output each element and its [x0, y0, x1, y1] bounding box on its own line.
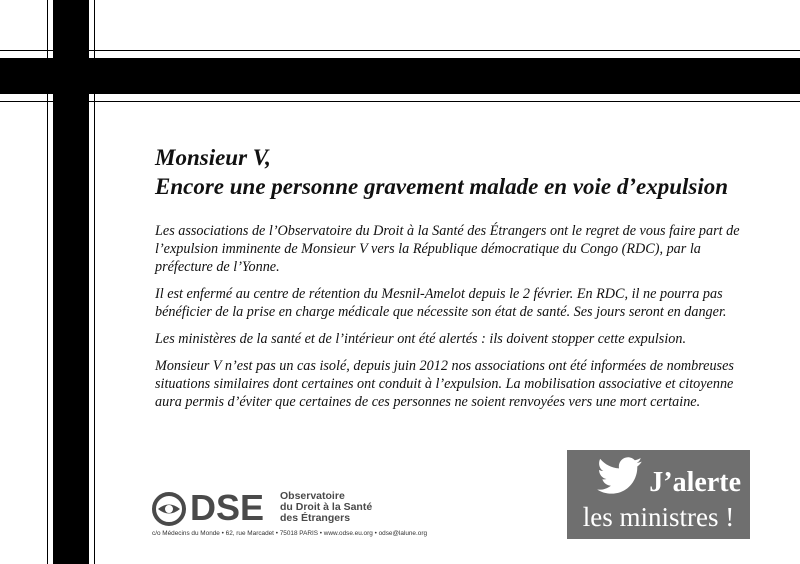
odse-logo: [152, 487, 442, 542]
title-line-2: Encore une personne gravement malade en voie d’expulsion: [155, 174, 729, 199]
paragraph: Les ministères de la santé et de l’intérieur ont été alertés : ils doivent stopper cette expulsion.: [155, 331, 686, 347]
frame-line-right: [94, 0, 95, 564]
paragraph: Il est enfermé au centre de rétention du Mesnil-Amelot depuis le 2 février. En RDC, il ne pourra pas bénéficier de la prise en charge médicale que nécessite son état de santé. Ses jours seront en danger.: [155, 286, 727, 320]
frame-line-top: [0, 50, 800, 51]
twitter-bird-icon: [597, 457, 643, 495]
paragraph: Monsieur V n’est pas un cas isolé, depuis juin 2012 nos associations ont été informées de nombreuses situations similaires dont certaines ont conduit à l’expulsion. La mobilisation associative et citoyenne aura permis d’éviter que certaines de ces personnes ne soient renvoyées vers une mort certaine.: [155, 358, 734, 410]
frame-line-left: [47, 0, 48, 564]
alert-line-2: les ministres !: [582, 502, 735, 532]
notice-title: [155, 143, 775, 201]
alert-line-1: J’alerte: [649, 467, 741, 498]
logo-letters: DSE: [190, 487, 265, 528]
frame-line-bottom: [0, 101, 800, 102]
eye-o-icon: [152, 492, 186, 526]
notice-body: [155, 222, 753, 420]
mourning-band-horizontal: [0, 58, 800, 94]
logo-name-line-3: des Étrangers: [280, 512, 351, 524]
logo-address: c/o Médecins du Monde • 62, rue Marcadet • 75018 PARIS • www.odse.eu.org • odse@lalune.org: [152, 530, 427, 537]
title-line-1: Monsieur V,: [155, 145, 271, 170]
logo-name-line-2: du Droit à la Santé: [280, 501, 373, 513]
mourning-band-vertical: [53, 0, 89, 564]
logo-org-name: [280, 491, 430, 524]
alert-ministers-button[interactable]: [567, 450, 750, 539]
logo-name-line-1: Observatoire: [280, 490, 345, 502]
paragraph: Les associations de l’Observatoire du Droit à la Santé des Étrangers ont le regret de vous faire part de l’expulsion imminente de Monsieur V vers la République démocratique du Congo (RDC), par la préfecture de l’Yonne.: [155, 223, 740, 275]
